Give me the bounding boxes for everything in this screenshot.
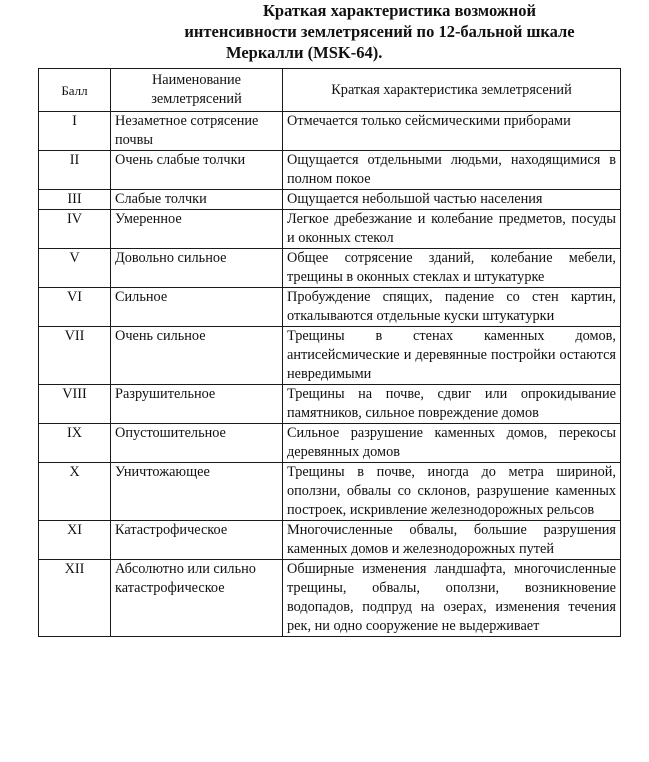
name-cell: Уничтожающее [111, 463, 283, 521]
name-cell: Опустошительное [111, 424, 283, 463]
score-cell: XII [39, 560, 111, 637]
document-title [0, 0, 649, 63]
description-cell: Легкое дребезжание и колебание предметов, посуды и оконных стекол [283, 210, 621, 249]
table-row [39, 424, 621, 463]
name-cell: Абсолютно или сильно катастрофическое [111, 560, 283, 637]
table-row [39, 249, 621, 288]
table-row [39, 288, 621, 327]
table-row [39, 560, 621, 637]
name-cell: Очень слабые толчки [111, 151, 283, 190]
description-cell: Сильное разрушение каменных домов, перекосы деревянных домов [283, 424, 621, 463]
score-cell: VII [39, 327, 111, 385]
name-cell: Довольно сильное [111, 249, 283, 288]
title-line-2: интенсивности землетрясений по 12-бальной шкале [184, 22, 575, 41]
table-row [39, 190, 621, 210]
score-cell: X [39, 463, 111, 521]
name-cell: Слабые толчки [111, 190, 283, 210]
name-cell: Очень сильное [111, 327, 283, 385]
description-cell: Общее сотрясение зданий, колебание мебели, трещины в оконных стеклах и штукатурке [283, 249, 621, 288]
description-cell: Многочисленные обвалы, большие разрушения каменных домов и железнодорожных путей [283, 521, 621, 560]
title-line-1: Краткая характеристика возможной [262, 1, 537, 20]
name-cell: Умеренное [111, 210, 283, 249]
table-row [39, 151, 621, 190]
name-cell: Катастрофическое [111, 521, 283, 560]
intensity-table [38, 68, 621, 637]
name-cell: Незаметное сотрясение почвы [111, 112, 283, 151]
score-cell: VI [39, 288, 111, 327]
table-row [39, 385, 621, 424]
description-cell: Отмечается только сейсмическими приборами [283, 112, 621, 151]
header-score: Балл [39, 69, 111, 112]
table-row [39, 112, 621, 151]
score-cell: IV [39, 210, 111, 249]
description-cell: Трещины на почве, сдвиг или опрокидывание памятников, сильное повреждение домов [283, 385, 621, 424]
name-cell: Сильное [111, 288, 283, 327]
description-cell: Обширные изменения ландшафта, многочисленные трещины, обвалы, оползни, возникновение водопадов, подпруд на озерах, изменения течения рек, ни одно сооружение не выдерживает [283, 560, 621, 637]
score-cell: II [39, 151, 111, 190]
title-line-3: Меркалли (MSK-64). [226, 43, 383, 62]
description-cell: Пробуждение спящих, падение со стен картин, откалываются отдельные куски штукатурки [283, 288, 621, 327]
description-cell: Трещины в почве, иногда до метра шириной, оползни, обвалы со склонов, разрушение каменных построек, искривление железнодорожных рельсов [283, 463, 621, 521]
score-cell: III [39, 190, 111, 210]
score-cell: IX [39, 424, 111, 463]
score-cell: XI [39, 521, 111, 560]
description-cell: Ощущается небольшой частью населения [283, 190, 621, 210]
score-cell: VIII [39, 385, 111, 424]
description-cell: Трещины в стенах каменных домов, антисейсмические и деревянные постройки остаются невредимыми [283, 327, 621, 385]
table-row [39, 327, 621, 385]
name-cell: Разрушительное [111, 385, 283, 424]
table-header-row [39, 69, 621, 112]
header-name: Наименование землетрясений [111, 69, 283, 112]
description-cell: Ощущается отдельными людьми, находящимися в полном покое [283, 151, 621, 190]
table-body [39, 112, 621, 637]
table-row [39, 210, 621, 249]
score-cell: I [39, 112, 111, 151]
header-description: Краткая характеристика землетрясений [283, 69, 621, 112]
table-row [39, 521, 621, 560]
table-row [39, 463, 621, 521]
score-cell: V [39, 249, 111, 288]
